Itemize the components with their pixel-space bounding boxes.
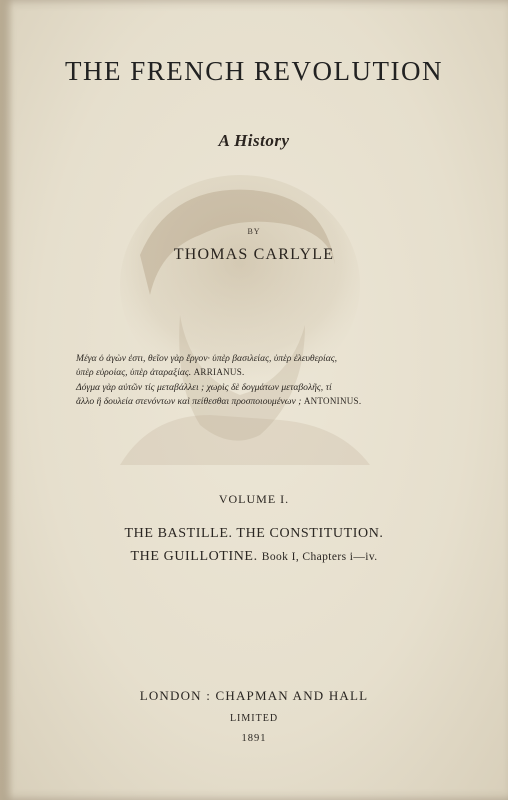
book-title: THE FRENCH REVOLUTION — [65, 56, 443, 86]
epigraph-line: ὑπὲρ εὐροίας, ὑπὲρ ἀταραξίας. ARRIANUS. — [76, 367, 245, 378]
faded-portrait-image — [90, 165, 380, 465]
publication-year: 1891 — [241, 733, 267, 744]
by-label: BY — [247, 227, 261, 236]
epigraph-source: ANTONINUS. — [303, 396, 362, 406]
book-subtitle: A History — [218, 131, 290, 150]
contents-line-2: THE GUILLOTINE. Book I, Chapters i—iv. — [130, 549, 378, 564]
author-name: THOMAS CARLYLE — [173, 246, 335, 263]
epigraph-source: ARRIANUS. — [193, 367, 245, 377]
contents-line-1: THE BASTILLE. THE CONSTITUTION. — [124, 526, 384, 541]
binding-gutter — [0, 0, 14, 800]
publisher-limited: LIMITED — [229, 713, 279, 724]
epigraph-line: ἄλλο ἢ δουλεία στενόντων καὶ πείθεσθαι προσποιουμένων ; ANTONINUS. — [76, 396, 362, 407]
publisher: LONDON : CHAPMAN AND HALL — [139, 688, 369, 703]
volume-label: VOLUME I. — [218, 492, 290, 506]
epigraph-line: Μέγα ὁ ἀγὼν ἐστι, θεῖον γὰρ ἔργον· ὑπὲρ βασιλείας, ὑπὲρ ἐλευθερίας, — [76, 353, 338, 364]
epigraph-line: Δόγμα γὰρ αὐτῶν τίς μεταβάλλει ; χωρὶς δὲ δογμάτων μεταβολῆς, τί — [76, 382, 332, 393]
